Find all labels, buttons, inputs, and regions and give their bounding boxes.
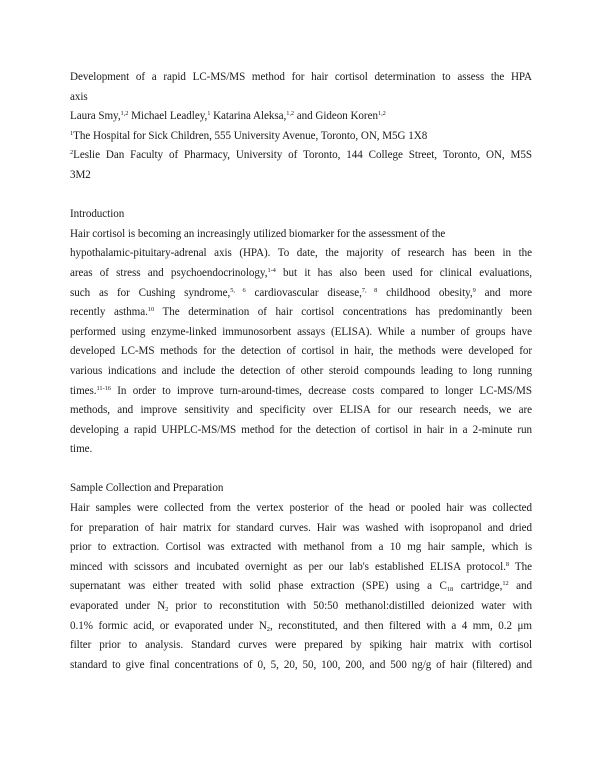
citation-marker: 7, 8 (361, 286, 378, 294)
paragraph-line: evaporated under $N_2$ prior to reconstitution with 50:50 methanol:distilled deionized water with (70, 600, 532, 614)
section-spacer (70, 460, 532, 480)
affiliation-text: Leslie Dan Faculty of Pharmacy, University of Toronto, 144 College Street, Toronto, ON, M5S (73, 149, 532, 162)
paragraph-line: prior to extraction. Cortisol was extracted with methanol from a 10 mg hair sample, which is (70, 541, 532, 554)
affiliation-line (70, 146, 532, 166)
paragraph-line: developed LC-MS methods for the detection of cortisol in hair, the methods were developed for (70, 345, 532, 358)
paragraph-line: 0.1% formic acid, or evaporated under $N_2$, reconstituted, and then filtered with a 4 mm, 0.2 μm (70, 619, 532, 633)
affiliation-text: The Hospital for Sick Children, 555 University Avenue, Toronto, ON, M5G 1X8 (73, 129, 428, 142)
author-name: Michael Leadley, (128, 110, 208, 123)
citation-marker: 11-16 (96, 384, 111, 392)
paper-title (70, 68, 532, 107)
chemical-subscript: 18 (446, 586, 454, 594)
affiliation-marker: 2 (70, 149, 74, 157)
authors-line (70, 107, 532, 127)
paragraph-line: hypothalamic-pituitary-adrenal axis (HPA). To date, the majority of research has been in the (70, 247, 532, 260)
paragraph-line: times.$^{11-16}$ In order to improve turn-around-times, decrease costs compared to longer LC-MS/MS (70, 384, 532, 397)
paragraph-line: Hair samples were collected from the vertex posterior of the head or pooled hair was collected (70, 502, 532, 515)
author-name: Katarina Aleksa, (210, 110, 287, 123)
paragraph-line: performed using enzyme-linked immunosorbent assays (ELISA). While a number of groups have (70, 325, 532, 338)
affiliation-line (70, 127, 532, 147)
citation-marker: 5, 6 (230, 286, 246, 294)
section-spacer (70, 186, 532, 206)
paragraph-line: recently asthma.$^{10}$ The determination of hair cortisol concentrations has predominantly been (70, 306, 532, 319)
author-list (70, 107, 532, 127)
paragraph-line: for preparation of hair matrix for standard curves. Hair was washed with isopropanol and dried (70, 521, 532, 534)
affiliation-line: 3M2 (70, 168, 91, 181)
paragraph-line: time. (70, 443, 93, 456)
section-heading: Sample Collection and Preparation (70, 482, 224, 495)
paragraph-line: methods, and improve sensitivity and specificity over ELISA for our research needs, we are (70, 404, 532, 417)
title-line: Development of a rapid LC-MS/MS method for hair cortisol determination to assess the HPA (70, 71, 532, 83)
citation-marker: 10 (147, 306, 155, 314)
paper-body (70, 68, 532, 675)
citation-marker: 1-4 (267, 266, 276, 274)
paragraph-line: minced with scissors and incubated overnight as per our lab's established ELISA protocol.$^8$ The (70, 560, 532, 573)
paragraph-line: developing a rapid UHPLC-MS/MS method for the detection of cortisol in hair in a 2-minute run (70, 423, 532, 436)
affiliation-2 (70, 146, 532, 185)
section-heading: Introduction (70, 208, 125, 221)
paragraph-line: such as for Cushing syndrome,$^{5, 6}$ cardiovascular disease,$^{7, 8}$ childhood obesity,$^9$ and more (70, 286, 532, 299)
affiliation-marker: 1 (70, 129, 74, 137)
affiliation-1 (70, 127, 532, 147)
paragraph-line: Hair cortisol is becoming an increasingly utilized biomarker for the assessment of the (70, 227, 446, 240)
citation-marker: 8 (505, 560, 509, 568)
paragraph-line: various indications and include the detection of other steroid compounds leading to long running (70, 364, 532, 377)
author-name: Laura Smy, (70, 110, 121, 123)
chemical-subscript: 2 (266, 625, 270, 633)
author-affiliation-marker: 1,2 (120, 110, 129, 118)
author-affiliation-marker: 1,2 (286, 110, 295, 118)
chemical-subscript: 2 (165, 606, 169, 614)
sample-heading (70, 479, 532, 499)
paragraph-line: standard to give final concentrations of 0, 5, 20, 50, 100, 200, and 500 ng/g of hair (filtered) and (70, 658, 532, 671)
citation-marker: 9 (472, 286, 476, 294)
title-line: axis (70, 90, 88, 103)
introduction-heading (70, 205, 532, 225)
sample-paragraph (70, 499, 532, 675)
introduction-paragraph (70, 225, 532, 460)
paragraph-line: supernatant was either treated with solid phase extraction (SPE) using a $C_{18}$ cartridge,$^{12}$ and (70, 580, 532, 594)
paragraph-line: filter prior to analysis. Standard curves were prepared by spiking hair matrix with cortisol (70, 639, 532, 652)
citation-marker: 12 (502, 580, 509, 588)
author-name: and Gideon Koren (294, 110, 378, 123)
paragraph-line: areas of stress and psychoendocrinology,$^{1-4}$ but it has also been used for clinical evaluations, (70, 266, 532, 279)
author-affiliation-marker: 1,2 (377, 110, 386, 118)
author-affiliation-marker: 1 (207, 110, 211, 118)
